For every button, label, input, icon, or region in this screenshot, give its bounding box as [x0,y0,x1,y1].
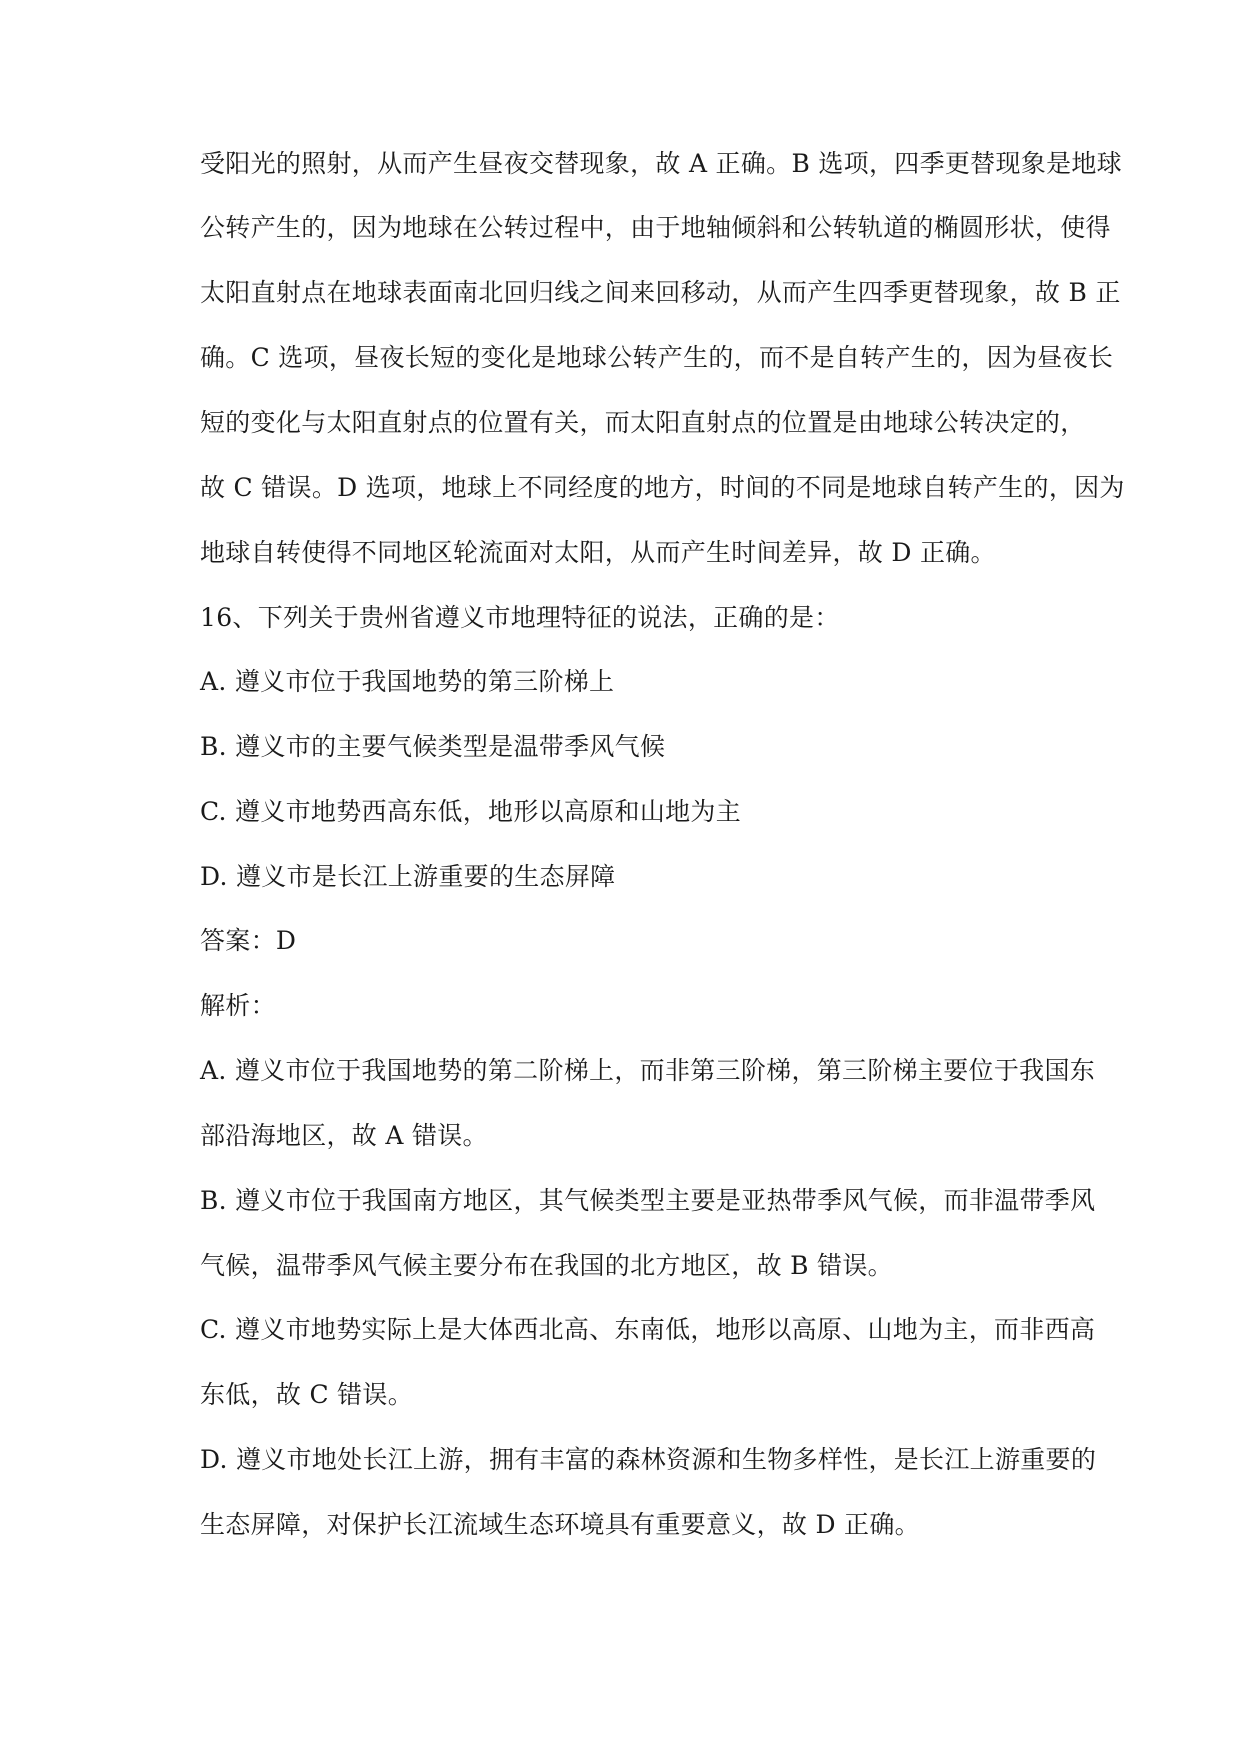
paragraph-line: 受阳光的照射，从而产生昼夜交替现象，故 A 正确。B 选项，四季更替现象是地球 [200,149,1122,178]
option-c: C. 遵义市地势西高东低，地形以高原和山地为主 [200,797,742,826]
paragraph-line: 短的变化与太阳直射点的位置有关，而太阳直射点的位置是由地球公转决定的， [200,408,1086,437]
question-stem: 16、下列关于贵州省遵义市地理特征的说法，正确的是： [200,603,840,632]
analysis-line: D. 遵义市地处长江上游，拥有丰富的森林资源和生物多样性，是长江上游重要的 [200,1445,1097,1474]
analysis-line: 东低，故 C 错误。 [200,1380,414,1409]
paragraph-line: 故 C 错误。D 选项，地球上不同经度的地方，时间的不同是地球自转产生的，因为 [200,473,1125,502]
analysis-line: 生态屏障，对保护长江流域生态环境具有重要意义，故 D 正确。 [200,1510,920,1539]
analysis-line: A. 遵义市位于我国地势的第二阶梯上，而非第三阶梯，第三阶梯主要位于我国东 [200,1056,1096,1085]
answer-line: 答案：D [200,926,297,955]
paragraph-line: 地球自转使得不同地区轮流面对太阳，从而产生时间差异，故 D 正确。 [200,538,996,567]
option-b: B. 遵义市的主要气候类型是温带季风气候 [200,732,666,761]
paragraph-line: 确。C 选项，昼夜长短的变化是地球公转产生的，而不是自转产生的，因为昼夜长 [200,343,1114,372]
analysis-line: C. 遵义市地势实际上是大体西北高、东南低，地形以高原、山地为主，而非西高 [200,1315,1096,1344]
paragraph-line: 太阳直射点在地球表面南北回归线之间来回移动，从而产生四季更替现象，故 B 正 [200,278,1121,307]
paragraph-line: 公转产生的，因为地球在公转过程中，由于地轴倾斜和公转轨道的椭圆形状，使得 [200,213,1111,242]
analysis-line: 部沿海地区，故 A 错误。 [200,1121,488,1150]
analysis-label: 解析： [200,991,276,1020]
analysis-line: B. 遵义市位于我国南方地区，其气候类型主要是亚热带季风气候，而非温带季风 [200,1186,1096,1215]
option-a: A. 遵义市位于我国地势的第三阶梯上 [200,667,615,696]
analysis-line: 气候，温带季风气候主要分布在我国的北方地区，故 B 错误。 [200,1251,893,1280]
option-d: D. 遵义市是长江上游重要的生态屏障 [200,862,616,891]
